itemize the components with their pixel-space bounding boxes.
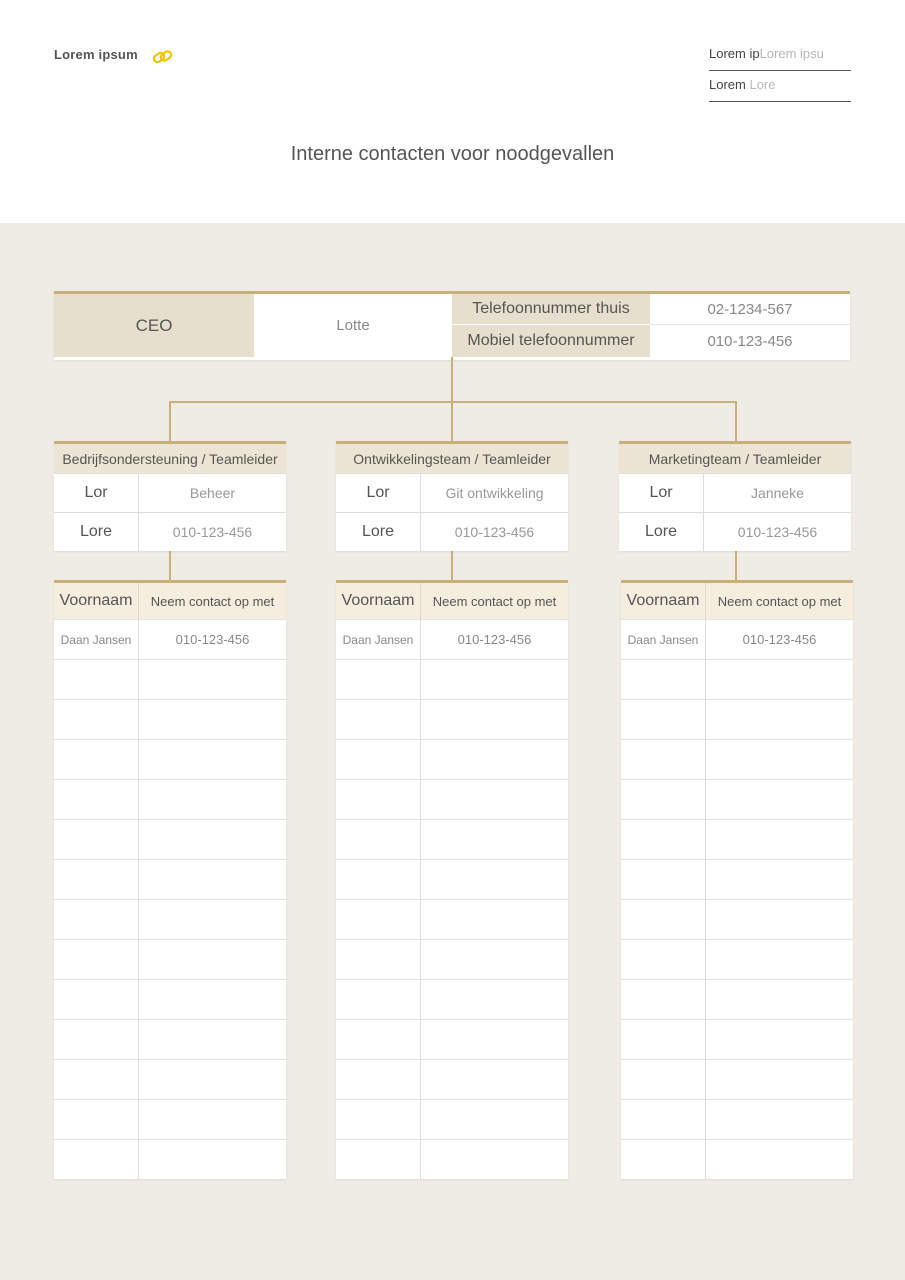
- table-row: [621, 619, 853, 659]
- team-row: [54, 512, 286, 551]
- contact-name-cell[interactable]: [336, 1020, 421, 1059]
- table-row: [336, 619, 568, 659]
- contact-phone-cell[interactable]: [706, 860, 853, 899]
- column-header-contact: Neem contact op met: [432, 593, 557, 609]
- contact-name-cell[interactable]: [336, 980, 421, 1019]
- table-row: [54, 1099, 286, 1139]
- contact-name-cell[interactable]: [621, 940, 706, 979]
- contact-phone-cell[interactable]: [421, 660, 568, 699]
- team-row: [54, 473, 286, 512]
- contacts-header: [54, 583, 286, 619]
- page-title: Interne contacten voor noodgevallen: [290, 143, 615, 165]
- contact-name-cell[interactable]: [54, 860, 139, 899]
- table-row: [336, 659, 568, 699]
- table-row: [336, 699, 568, 739]
- contact-name-cell[interactable]: [54, 1100, 139, 1139]
- contact-name-cell[interactable]: [621, 900, 706, 939]
- contact-phone-cell[interactable]: [139, 740, 286, 779]
- table-row: [54, 859, 286, 899]
- column-header-contact: Neem contact op met: [717, 593, 842, 609]
- table-row: [54, 1019, 286, 1059]
- team-block-marketing: [619, 441, 851, 551]
- team-row-label: Lore: [336, 513, 421, 551]
- team-block-development: [336, 441, 568, 551]
- ceo-name[interactable]: Lotte: [336, 317, 370, 334]
- contact-name-cell[interactable]: [621, 740, 706, 779]
- table-row: [54, 779, 286, 819]
- table-row: [336, 1059, 568, 1099]
- column-header-contact: Neem contact op met: [150, 593, 275, 609]
- table-row: [621, 1139, 853, 1179]
- table-row: [54, 699, 286, 739]
- table-row: [336, 1099, 568, 1139]
- table-row: [54, 1139, 286, 1179]
- table-row: [54, 899, 286, 939]
- table-row: [621, 779, 853, 819]
- table-row: [54, 1059, 286, 1099]
- team-title: Marketingteam / Teamleider: [619, 444, 851, 473]
- connector-line: [169, 401, 737, 403]
- table-row: [54, 979, 286, 1019]
- contact-name-cell[interactable]: [54, 980, 139, 1019]
- team-row-value[interactable]: Git ontwikkeling: [445, 485, 544, 501]
- team-row-label: Lor: [54, 474, 139, 512]
- team-block-support: [54, 441, 286, 551]
- ceo-table: [54, 291, 850, 360]
- connector-line: [451, 401, 453, 441]
- contact-phone-cell[interactable]: [421, 900, 568, 939]
- contact-name-cell[interactable]: [621, 1140, 706, 1179]
- table-row: [54, 819, 286, 859]
- column-header-first-name: Voornaam: [621, 583, 706, 619]
- contact-phone-cell[interactable]: [139, 820, 286, 859]
- team-row: [336, 473, 568, 512]
- table-row: [621, 1059, 853, 1099]
- contact-phone-cell[interactable]: [706, 780, 853, 819]
- contact-phone-cell[interactable]: [706, 740, 853, 779]
- table-row: [621, 859, 853, 899]
- contact-phone-cell[interactable]: [139, 860, 286, 899]
- contact-name-cell[interactable]: [621, 700, 706, 739]
- connector-line: [169, 401, 171, 441]
- table-row: [54, 659, 286, 699]
- contact-phone-cell[interactable]: [139, 900, 286, 939]
- meta-field-2-label: Lorem: [709, 77, 750, 92]
- table-row: [336, 779, 568, 819]
- contact-name-cell[interactable]: [336, 820, 421, 859]
- contact-name-cell[interactable]: [621, 780, 706, 819]
- meta-field-2-value: Lore: [749, 77, 776, 92]
- table-row: [621, 1019, 853, 1059]
- table-row: [621, 819, 853, 859]
- contact-phone-cell[interactable]: [139, 780, 286, 819]
- mobile-phone-value[interactable]: 010-123-456: [707, 332, 793, 350]
- contact-phone-cell[interactable]: 010-123-456: [457, 632, 532, 647]
- team-title: Ontwikkelingsteam / Teamleider: [336, 444, 568, 473]
- contact-phone-cell[interactable]: [706, 820, 853, 859]
- contact-phone-cell[interactable]: [139, 1100, 286, 1139]
- contacts-header: [336, 583, 568, 619]
- contact-phone-cell[interactable]: [421, 780, 568, 819]
- team-row: [619, 473, 851, 512]
- team-row-value[interactable]: Janneke: [751, 485, 804, 501]
- table-row: [336, 939, 568, 979]
- contact-name-cell[interactable]: [54, 940, 139, 979]
- contact-name-cell[interactable]: Daan Jansen: [54, 620, 139, 659]
- table-row: [336, 739, 568, 779]
- contact-name-cell[interactable]: [621, 980, 706, 1019]
- contact-name-cell[interactable]: [336, 1100, 421, 1139]
- contact-phone-cell[interactable]: [421, 1020, 568, 1059]
- contact-name-cell[interactable]: [54, 820, 139, 859]
- meta-field-1-value: Lorem ipsu: [759, 46, 824, 61]
- contact-phone-cell[interactable]: [421, 980, 568, 1019]
- contact-phone-cell[interactable]: [706, 1140, 853, 1179]
- table-row: [621, 739, 853, 779]
- home-phone-label: Telefoonnummer thuis: [452, 294, 650, 325]
- contact-name-cell[interactable]: [336, 1060, 421, 1099]
- contact-phone-cell[interactable]: [706, 940, 853, 979]
- contact-name-cell[interactable]: Daan Jansen: [336, 620, 421, 659]
- table-row: [621, 939, 853, 979]
- team-row-value[interactable]: Beheer: [189, 485, 236, 501]
- contact-name-cell[interactable]: [54, 740, 139, 779]
- contact-phone-cell[interactable]: [706, 1100, 853, 1139]
- contact-phone-cell[interactable]: [139, 660, 286, 699]
- mobile-phone-label: Mobiel telefoonnummer: [452, 325, 650, 357]
- team-row-label: Lor: [336, 474, 421, 512]
- contact-phone-cell[interactable]: [421, 740, 568, 779]
- connector-line: [451, 550, 453, 580]
- brand-name: Lorem ipsum: [54, 47, 138, 62]
- contact-name-cell[interactable]: [336, 740, 421, 779]
- contact-name-cell[interactable]: [621, 1060, 706, 1099]
- contact-phone-cell[interactable]: [706, 700, 853, 739]
- header-area: [0, 0, 905, 223]
- team-row-value[interactable]: 010-123-456: [454, 524, 535, 540]
- meta-field-2[interactable]: [709, 77, 851, 102]
- meta-field-1-label: Lorem ip: [709, 46, 760, 61]
- contact-name-cell[interactable]: [336, 700, 421, 739]
- table-row: [621, 699, 853, 739]
- contact-name-cell[interactable]: [336, 1140, 421, 1179]
- ceo-role: CEO: [54, 294, 254, 357]
- table-row: [336, 1139, 568, 1179]
- contact-name-cell[interactable]: [621, 820, 706, 859]
- contact-name-cell[interactable]: [54, 1140, 139, 1179]
- table-row: [336, 1019, 568, 1059]
- contact-name-cell[interactable]: [621, 660, 706, 699]
- table-row: [336, 979, 568, 1019]
- contact-phone-cell[interactable]: [706, 900, 853, 939]
- table-row: [54, 739, 286, 779]
- meta-field-1[interactable]: [709, 46, 851, 71]
- contact-name-cell[interactable]: [54, 900, 139, 939]
- column-header-first-name: Voornaam: [54, 583, 139, 619]
- contact-phone-cell[interactable]: [139, 1060, 286, 1099]
- contact-name-cell[interactable]: [54, 700, 139, 739]
- contact-name-cell[interactable]: [54, 660, 139, 699]
- team-title: Bedrijfsondersteuning / Teamleider: [54, 444, 286, 473]
- contact-name-cell[interactable]: [336, 860, 421, 899]
- contact-name-cell[interactable]: [336, 900, 421, 939]
- contact-phone-cell[interactable]: [421, 820, 568, 859]
- contacts-table-marketing: [621, 580, 853, 1179]
- contact-phone-cell[interactable]: [421, 700, 568, 739]
- contacts-table-support: [54, 580, 286, 1179]
- table-row: [336, 899, 568, 939]
- contact-phone-cell[interactable]: [421, 940, 568, 979]
- contact-phone-cell[interactable]: 010-123-456: [175, 632, 250, 647]
- contact-phone-cell[interactable]: [706, 980, 853, 1019]
- contact-name-cell[interactable]: [54, 780, 139, 819]
- connector-line: [735, 550, 737, 580]
- contact-phone-cell[interactable]: [706, 1060, 853, 1099]
- team-row-label: Lore: [54, 513, 139, 551]
- contact-phone-cell[interactable]: [421, 1140, 568, 1179]
- contact-phone-cell[interactable]: 010-123-456: [742, 632, 817, 647]
- contacts-table-development: [336, 580, 568, 1179]
- contact-phone-cell[interactable]: [706, 660, 853, 699]
- team-row-value[interactable]: 010-123-456: [172, 524, 253, 540]
- contact-name-cell[interactable]: [336, 660, 421, 699]
- team-row: [619, 512, 851, 551]
- contact-phone-cell[interactable]: [139, 980, 286, 1019]
- connector-line: [169, 550, 171, 580]
- contact-phone-cell[interactable]: [139, 1140, 286, 1179]
- contact-name-cell[interactable]: [336, 940, 421, 979]
- contact-phone-cell[interactable]: [139, 940, 286, 979]
- table-row: [336, 859, 568, 899]
- contact-phone-cell[interactable]: [421, 860, 568, 899]
- home-phone-value[interactable]: 02-1234-567: [650, 294, 850, 325]
- column-header-first-name: Voornaam: [336, 583, 421, 619]
- chain-link-icon: [152, 49, 174, 65]
- contact-name-cell[interactable]: [54, 1020, 139, 1059]
- contact-name-cell[interactable]: [54, 1060, 139, 1099]
- contact-name-cell[interactable]: [621, 860, 706, 899]
- contacts-header: [621, 583, 853, 619]
- contact-name-cell[interactable]: [621, 1020, 706, 1059]
- team-row: [336, 512, 568, 551]
- contact-phone-cell[interactable]: [421, 1100, 568, 1139]
- contact-name-cell[interactable]: Daan Jansen: [621, 620, 706, 659]
- connector-line: [735, 401, 737, 441]
- team-row-value[interactable]: 010-123-456: [737, 524, 818, 540]
- contact-phone-cell[interactable]: [706, 1020, 853, 1059]
- table-row: [336, 819, 568, 859]
- contact-phone-cell[interactable]: [139, 700, 286, 739]
- contact-phone-cell[interactable]: [139, 1020, 286, 1059]
- table-row: [621, 979, 853, 1019]
- connector-line: [451, 357, 453, 402]
- table-row: [621, 1099, 853, 1139]
- contact-name-cell[interactable]: [336, 780, 421, 819]
- team-row-label: Lore: [619, 513, 704, 551]
- team-row-label: Lor: [619, 474, 704, 512]
- contact-phone-cell[interactable]: [421, 1060, 568, 1099]
- contact-name-cell[interactable]: [621, 1100, 706, 1139]
- table-row: [621, 659, 853, 699]
- table-row: [54, 619, 286, 659]
- table-row: [621, 899, 853, 939]
- table-row: [54, 939, 286, 979]
